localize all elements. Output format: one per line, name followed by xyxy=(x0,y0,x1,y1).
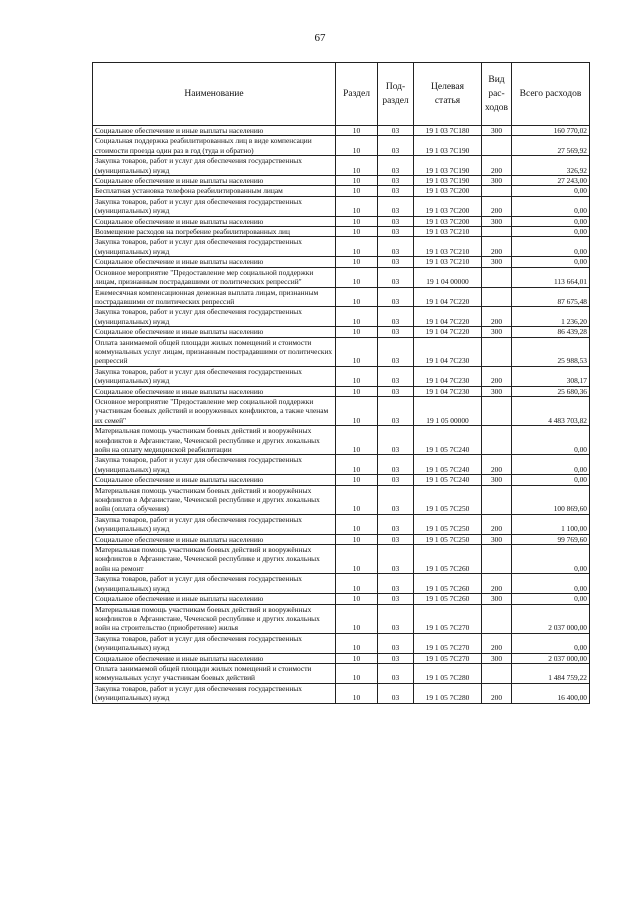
table-row xyxy=(93,633,590,653)
table-row xyxy=(93,386,590,396)
table-row xyxy=(93,136,590,156)
row-subsection-cell: 03 xyxy=(378,534,414,544)
row-kind-cell xyxy=(482,337,512,366)
row-subsection-cell: 03 xyxy=(378,136,414,156)
row-total-cell: 2 037 000,00 xyxy=(512,653,590,663)
row-kind-cell: 200 xyxy=(482,366,512,386)
header-section: Раздел xyxy=(336,63,378,126)
row-section-cell: 10 xyxy=(336,594,378,604)
row-target-cell: 19 1 04 00000 xyxy=(414,267,482,287)
row-kind-cell xyxy=(482,267,512,287)
table-row xyxy=(93,176,590,186)
table-row xyxy=(93,594,590,604)
row-name-cell: Основное мероприятие "Предоставление мер социальной поддержки участникам боевых действий и вооруженных конфликтов, а также членам их семей" xyxy=(93,396,336,425)
row-section-cell: 10 xyxy=(336,267,378,287)
table-row xyxy=(93,604,590,633)
row-target-cell: 19 1 05 7С250 xyxy=(414,514,482,534)
row-subsection-cell: 03 xyxy=(378,574,414,594)
row-kind-cell: 200 xyxy=(482,514,512,534)
row-total-cell: 0,00 xyxy=(512,196,590,216)
row-target-cell: 19 1 04 7С220 xyxy=(414,307,482,327)
row-name-cell: Социальное обеспечение и иные выплаты населению xyxy=(93,653,336,663)
table-row xyxy=(93,534,590,544)
row-target-cell: 19 1 04 7С220 xyxy=(414,327,482,337)
row-kind-cell: 300 xyxy=(482,594,512,604)
row-target-cell: 19 1 05 7С260 xyxy=(414,574,482,594)
row-subsection-cell: 03 xyxy=(378,683,414,703)
row-subsection-cell: 03 xyxy=(378,386,414,396)
table-row xyxy=(93,196,590,216)
row-target-cell: 19 1 03 7С190 xyxy=(414,156,482,176)
row-subsection-cell: 03 xyxy=(378,156,414,176)
row-target-cell: 19 1 03 7С190 xyxy=(414,176,482,186)
row-subsection-cell: 03 xyxy=(378,594,414,604)
row-subsection-cell: 03 xyxy=(378,216,414,226)
row-section-cell: 10 xyxy=(336,156,378,176)
row-subsection-cell: 03 xyxy=(378,227,414,237)
row-target-cell: 19 1 04 7С230 xyxy=(414,386,482,396)
row-total-cell: 100 869,60 xyxy=(512,485,590,514)
row-kind-cell: 200 xyxy=(482,574,512,594)
row-total-cell: 86 439,28 xyxy=(512,327,590,337)
row-kind-cell: 200 xyxy=(482,455,512,475)
header-total-expenses: Всего расходов xyxy=(512,63,590,126)
header-expense-kind: Вид рас- ходов xyxy=(482,63,512,126)
table-row xyxy=(93,327,590,337)
row-target-cell: 19 1 03 7С190 xyxy=(414,136,482,156)
row-total-cell: 0,00 xyxy=(512,257,590,267)
row-target-cell: 19 1 04 7С230 xyxy=(414,337,482,366)
row-section-cell: 10 xyxy=(336,337,378,366)
table-row xyxy=(93,485,590,514)
row-kind-cell: 300 xyxy=(482,475,512,485)
row-target-cell: 19 1 05 7С280 xyxy=(414,683,482,703)
row-subsection-cell: 03 xyxy=(378,545,414,574)
row-section-cell: 10 xyxy=(336,386,378,396)
row-kind-cell: 300 xyxy=(482,534,512,544)
row-target-cell: 19 1 03 7С210 xyxy=(414,237,482,257)
row-section-cell: 10 xyxy=(336,633,378,653)
row-section-cell: 10 xyxy=(336,426,378,455)
table-row xyxy=(93,227,590,237)
row-section-cell: 10 xyxy=(336,237,378,257)
row-target-cell: 19 1 03 7С210 xyxy=(414,257,482,267)
row-total-cell: 308,17 xyxy=(512,366,590,386)
row-kind-cell xyxy=(482,485,512,514)
row-total-cell: 0,00 xyxy=(512,227,590,237)
row-kind-cell xyxy=(482,663,512,683)
row-subsection-cell: 03 xyxy=(378,267,414,287)
row-target-cell: 19 1 03 7С200 xyxy=(414,196,482,216)
row-subsection-cell: 03 xyxy=(378,633,414,653)
row-kind-cell xyxy=(482,426,512,455)
row-section-cell: 10 xyxy=(336,216,378,226)
row-total-cell: 0,00 xyxy=(512,426,590,455)
row-target-cell: 19 1 05 7С260 xyxy=(414,545,482,574)
header-target-article: Целевая статья xyxy=(414,63,482,126)
row-total-cell: 1 236,20 xyxy=(512,307,590,327)
row-kind-cell xyxy=(482,604,512,633)
row-total-cell: 1 484 759,22 xyxy=(512,663,590,683)
row-subsection-cell: 03 xyxy=(378,237,414,257)
row-kind-cell xyxy=(482,396,512,425)
row-section-cell: 10 xyxy=(336,653,378,663)
table-row xyxy=(93,683,590,703)
row-name-cell: Основное мероприятие "Предоставление мер социальной поддержки лицам, признанным пострадавшими от политических репрессий" xyxy=(93,267,336,287)
row-total-cell: 0,00 xyxy=(512,545,590,574)
row-total-cell: 25 988,53 xyxy=(512,337,590,366)
row-total-cell: 326,92 xyxy=(512,156,590,176)
row-subsection-cell: 03 xyxy=(378,327,414,337)
table-row xyxy=(93,514,590,534)
row-name-cell: Ежемесячная компенсационная денежная выплата лицам, признанным пострадавшими от политических репрессий xyxy=(93,287,336,307)
row-kind-cell: 200 xyxy=(482,307,512,327)
row-name-cell: Материальная помощь участникам боевых действий и вооружённых конфликтов в Афганистане, Чеченской республике и других локальных войн (оплата обучения) xyxy=(93,485,336,514)
row-target-cell: 19 1 05 7С270 xyxy=(414,604,482,633)
row-name-cell: Закупка товаров, работ и услуг для обеспечения государственных (муниципальных) нужд xyxy=(93,633,336,653)
row-subsection-cell: 03 xyxy=(378,455,414,475)
row-target-cell: 19 1 05 7С280 xyxy=(414,663,482,683)
row-section-cell: 10 xyxy=(336,396,378,425)
row-name-cell: Материальная помощь участникам боевых действий и вооружённых конфликтов в Афганистане, Чеченской республике и других локальных войн на строительство (приобретение) жилья xyxy=(93,604,336,633)
header-name: Наименование xyxy=(93,63,336,126)
row-section-cell: 10 xyxy=(336,126,378,136)
page-number: 67 xyxy=(314,32,326,44)
row-section-cell: 10 xyxy=(336,307,378,327)
row-name-cell: Закупка товаров, работ и услуг для обеспечения государственных (муниципальных) нужд xyxy=(93,683,336,703)
row-kind-cell: 300 xyxy=(482,216,512,226)
row-target-cell: 19 1 05 7С250 xyxy=(414,534,482,544)
row-subsection-cell: 03 xyxy=(378,663,414,683)
row-kind-cell: 200 xyxy=(482,683,512,703)
row-total-cell: 0,00 xyxy=(512,237,590,257)
row-section-cell: 10 xyxy=(336,366,378,386)
row-section-cell: 10 xyxy=(336,186,378,196)
row-section-cell: 10 xyxy=(336,534,378,544)
row-subsection-cell: 03 xyxy=(378,126,414,136)
row-kind-cell xyxy=(482,136,512,156)
table-row xyxy=(93,455,590,475)
table-row xyxy=(93,663,590,683)
row-kind-cell: 200 xyxy=(482,196,512,216)
row-name-cell: Закупка товаров, работ и услуг для обеспечения государственных (муниципальных) нужд xyxy=(93,307,336,327)
row-name-cell: Закупка товаров, работ и услуг для обеспечения государственных (муниципальных) нужд xyxy=(93,366,336,386)
row-target-cell: 19 1 03 7С180 xyxy=(414,126,482,136)
row-kind-cell xyxy=(482,186,512,196)
row-section-cell: 10 xyxy=(336,545,378,574)
row-total-cell: 0,00 xyxy=(512,594,590,604)
row-subsection-cell: 03 xyxy=(378,287,414,307)
row-total-cell: 27 569,92 xyxy=(512,136,590,156)
row-name-cell: Оплата занимаемой общей площади жилых помещений и стоимости коммунальных услуг лицам, признанным пострадавшими от политических репрессий xyxy=(93,337,336,366)
row-name-cell: Социальное обеспечение и иные выплаты населению xyxy=(93,327,336,337)
row-name-cell: Социальное обеспечение и иные выплаты населению xyxy=(93,475,336,485)
table-row xyxy=(93,267,590,287)
row-section-cell: 10 xyxy=(336,574,378,594)
table-row xyxy=(93,216,590,226)
row-subsection-cell: 03 xyxy=(378,307,414,327)
row-kind-cell xyxy=(482,287,512,307)
table-row xyxy=(93,257,590,267)
row-subsection-cell: 03 xyxy=(378,176,414,186)
table-row xyxy=(93,475,590,485)
row-kind-cell xyxy=(482,545,512,574)
row-total-cell: 1 100,00 xyxy=(512,514,590,534)
table-row xyxy=(93,337,590,366)
row-section-cell: 10 xyxy=(336,604,378,633)
table-row xyxy=(93,156,590,176)
row-name-cell: Социальное обеспечение и иные выплаты населению xyxy=(93,386,336,396)
row-total-cell: 0,00 xyxy=(512,574,590,594)
row-name-cell: Материальная помощь участникам боевых действий и вооружённых конфликтов в Афганистане, Чеченской республике и других локальных войн на оплату медицинской реабилитации xyxy=(93,426,336,455)
row-target-cell: 19 1 04 7С230 xyxy=(414,366,482,386)
row-target-cell: 19 1 05 7С270 xyxy=(414,653,482,663)
row-name-cell: Материальная помощь участникам боевых действий и вооружённых конфликтов в Афганистане, Чеченской республике и других локальных войн на ремонт xyxy=(93,545,336,574)
row-total-cell: 16 400,00 xyxy=(512,683,590,703)
row-subsection-cell: 03 xyxy=(378,514,414,534)
table-row xyxy=(93,653,590,663)
row-total-cell: 0,00 xyxy=(512,216,590,226)
row-total-cell: 87 675,48 xyxy=(512,287,590,307)
row-kind-cell: 200 xyxy=(482,633,512,653)
row-target-cell: 19 1 05 7С240 xyxy=(414,455,482,475)
row-target-cell: 19 1 03 7С200 xyxy=(414,216,482,226)
table-row xyxy=(93,126,590,136)
row-subsection-cell: 03 xyxy=(378,426,414,455)
row-kind-cell: 200 xyxy=(482,156,512,176)
row-section-cell: 10 xyxy=(336,136,378,156)
row-name-cell: Бесплатная установка телефона реабилитированным лицам xyxy=(93,186,336,196)
row-section-cell: 10 xyxy=(336,287,378,307)
row-total-cell: 160 770,02 xyxy=(512,126,590,136)
table-row xyxy=(93,396,590,425)
row-name-cell: Закупка товаров, работ и услуг для обеспечения государственных (муниципальных) нужд xyxy=(93,455,336,475)
row-name-cell: Социальное обеспечение и иные выплаты населению xyxy=(93,534,336,544)
row-total-cell: 0,00 xyxy=(512,633,590,653)
row-name-cell: Оплата занимаемой общей площади жилых помещений и стоимости коммунальных услуг участникам боевых действий xyxy=(93,663,336,683)
row-subsection-cell: 03 xyxy=(378,257,414,267)
row-total-cell: 0,00 xyxy=(512,475,590,485)
row-name-cell: Закупка товаров, работ и услуг для обеспечения государственных (муниципальных) нужд xyxy=(93,514,336,534)
table-row xyxy=(93,237,590,257)
row-target-cell: 19 1 05 7С270 xyxy=(414,633,482,653)
row-section-cell: 10 xyxy=(336,455,378,475)
row-subsection-cell: 03 xyxy=(378,337,414,366)
row-total-cell: 99 769,60 xyxy=(512,534,590,544)
row-kind-cell xyxy=(482,227,512,237)
row-name-cell: Социальная поддержка реабилитированных лиц в виде компенсации стоимости проезда один раз в год (туда и обратно) xyxy=(93,136,336,156)
row-kind-cell: 300 xyxy=(482,386,512,396)
row-name-cell: Социальное обеспечение и иные выплаты населению xyxy=(93,126,336,136)
row-subsection-cell: 03 xyxy=(378,604,414,633)
row-kind-cell: 300 xyxy=(482,327,512,337)
row-section-cell: 10 xyxy=(336,327,378,337)
table-row xyxy=(93,287,590,307)
row-kind-cell: 300 xyxy=(482,653,512,663)
row-subsection-cell: 03 xyxy=(378,475,414,485)
row-subsection-cell: 03 xyxy=(378,196,414,216)
row-total-cell: 0,00 xyxy=(512,455,590,475)
row-section-cell: 10 xyxy=(336,227,378,237)
table-row xyxy=(93,186,590,196)
row-subsection-cell: 03 xyxy=(378,485,414,514)
row-subsection-cell: 03 xyxy=(378,653,414,663)
row-target-cell: 19 1 05 00000 xyxy=(414,396,482,425)
row-kind-cell: 300 xyxy=(482,257,512,267)
row-target-cell: 19 1 03 7С200 xyxy=(414,186,482,196)
row-name-cell: Закупка товаров, работ и услуг для обеспечения государственных (муниципальных) нужд xyxy=(93,574,336,594)
row-subsection-cell: 03 xyxy=(378,366,414,386)
row-name-cell: Закупка товаров, работ и услуг для обеспечения государственных (муниципальных) нужд xyxy=(93,237,336,257)
row-total-cell: 4 483 703,82 xyxy=(512,396,590,425)
row-total-cell: 0,00 xyxy=(512,186,590,196)
row-section-cell: 10 xyxy=(336,663,378,683)
row-total-cell: 2 037 000,00 xyxy=(512,604,590,633)
table-header-row xyxy=(93,63,590,126)
row-section-cell: 10 xyxy=(336,196,378,216)
row-section-cell: 10 xyxy=(336,683,378,703)
row-kind-cell: 300 xyxy=(482,126,512,136)
row-target-cell: 19 1 05 7С240 xyxy=(414,475,482,485)
row-name-cell: Возмещение расходов на погребение реабилитированных лиц xyxy=(93,227,336,237)
row-section-cell: 10 xyxy=(336,485,378,514)
row-name-cell: Закупка товаров, работ и услуг для обеспечения государственных (муниципальных) нужд xyxy=(93,196,336,216)
row-section-cell: 10 xyxy=(336,257,378,267)
row-subsection-cell: 03 xyxy=(378,396,414,425)
table-row xyxy=(93,545,590,574)
row-name-cell: Социальное обеспечение и иные выплаты населению xyxy=(93,257,336,267)
table-row xyxy=(93,574,590,594)
row-section-cell: 10 xyxy=(336,514,378,534)
row-subsection-cell: 03 xyxy=(378,186,414,196)
row-target-cell: 19 1 03 7С210 xyxy=(414,227,482,237)
row-total-cell: 113 664,01 xyxy=(512,267,590,287)
row-target-cell: 19 1 05 7С250 xyxy=(414,485,482,514)
budget-table xyxy=(92,62,590,704)
row-name-cell: Социальное обеспечение и иные выплаты населению xyxy=(93,216,336,226)
row-kind-cell: 300 xyxy=(482,176,512,186)
header-subsection: Под- раздел xyxy=(378,63,414,126)
row-section-cell: 10 xyxy=(336,475,378,485)
row-name-cell: Социальное обеспечение и иные выплаты населению xyxy=(93,594,336,604)
row-section-cell: 10 xyxy=(336,176,378,186)
row-target-cell: 19 1 05 7С240 xyxy=(414,426,482,455)
table-row xyxy=(93,307,590,327)
table-row xyxy=(93,426,590,455)
row-target-cell: 19 1 05 7С260 xyxy=(414,594,482,604)
row-total-cell: 27 243,00 xyxy=(512,176,590,186)
row-name-cell: Социальное обеспечение и иные выплаты населению xyxy=(93,176,336,186)
row-name-cell: Закупка товаров, работ и услуг для обеспечения государственных (муниципальных) нужд xyxy=(93,156,336,176)
row-total-cell: 25 680,36 xyxy=(512,386,590,396)
row-target-cell: 19 1 04 7С220 xyxy=(414,287,482,307)
table-row xyxy=(93,366,590,386)
row-kind-cell: 200 xyxy=(482,237,512,257)
